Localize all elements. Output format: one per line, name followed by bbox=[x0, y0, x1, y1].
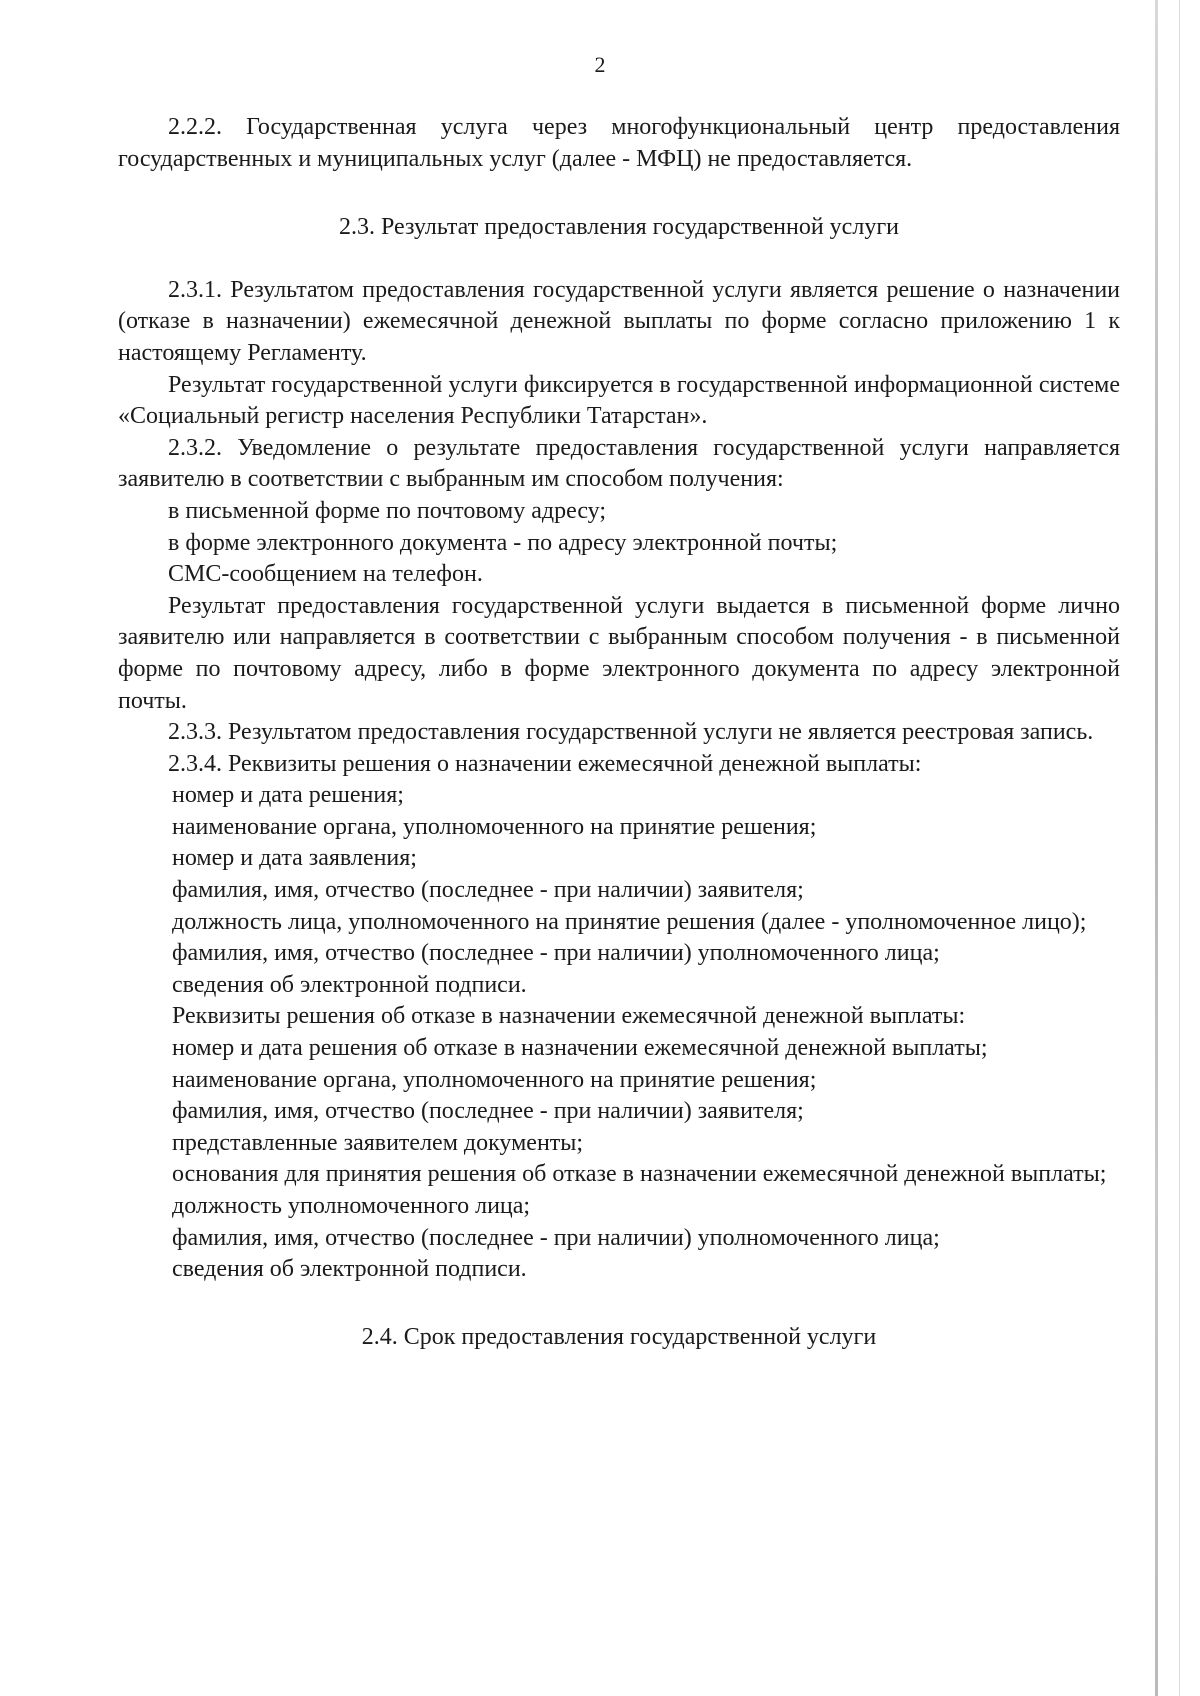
notify-item: в письменной форме по почтовому адресу; bbox=[168, 497, 607, 524]
refusal-item: основания для принятия решения об отказе в назначении ежемесячной денежной выплаты; bbox=[172, 1161, 1107, 1188]
paragraph-2-2-2: 2.2.2. Государственная услуга через многофункциональный центр предоставления государственных и муниципальных услуг (далее - МФЦ) не предоставляется. bbox=[118, 114, 1120, 172]
notify-item: СМС-сообщением на телефон. bbox=[168, 561, 483, 588]
refusal-item: наименование органа, уполномоченного на принятие решения; bbox=[172, 1066, 817, 1093]
scan-edge-shadow bbox=[1155, 0, 1158, 1696]
paragraph-2-3-2: 2.3.2. Уведомление о результате предоставления государственной услуги направляется заявителю в соответствии с выбранным им способом получения: bbox=[118, 434, 1120, 493]
refusal-item: сведения об электронной подписи. bbox=[172, 1256, 527, 1283]
refusal-item: представленные заявителем документы; bbox=[172, 1129, 584, 1156]
decision-item: фамилия, имя, отчество (последнее - при наличии) уполномоченного лица; bbox=[172, 940, 940, 967]
document-body bbox=[118, 112, 1120, 1353]
scan-edge-line bbox=[1179, 0, 1180, 1696]
decision-item: номер и дата решения; bbox=[172, 782, 404, 809]
refusal-item: должность уполномоченного лица; bbox=[172, 1193, 531, 1219]
decision-item: фамилия, имя, отчество (последнее - при наличии) заявителя; bbox=[172, 877, 804, 904]
paragraph-result-fixed: Результат государственной услуги фиксируется в государственной информационной системе «Социальный регистр населения Республики Татарстан». bbox=[118, 371, 1120, 430]
notify-item: в форме электронного документа - по адресу электронной почты; bbox=[168, 529, 838, 556]
paragraph-2-3-1: 2.3.1. Результатом предоставления государственной услуги является решение о назначении (отказе в назначении) ежемесячной денежной выплаты по форме согласно приложению 1 к настоящему Регламенту. bbox=[118, 276, 1120, 366]
heading-2-3: 2.3. Результат предоставления государственной услуги bbox=[338, 214, 899, 241]
page-number: 2 bbox=[594, 52, 606, 77]
refusal-item: номер и дата решения об отказе в назначении ежемесячной денежной выплаты; bbox=[172, 1035, 988, 1062]
refusal-item: фамилия, имя, отчество (последнее - при наличии) уполномоченного лица; bbox=[172, 1224, 940, 1251]
refusal-item: фамилия, имя, отчество (последнее - при наличии) заявителя; bbox=[172, 1098, 804, 1125]
decision-item: сведения об электронной подписи. bbox=[172, 971, 527, 998]
heading-2-4: 2.4. Срок предоставления государственной услуги bbox=[361, 1323, 877, 1350]
paragraph-2-3-3: 2.3.3. Результатом предоставления государственной услуги не является реестровая запись. bbox=[168, 719, 1094, 746]
decision-item: должность лица, уполномоченного на принятие решения (далее - уполномоченное лицо); bbox=[172, 908, 1087, 935]
decision-item: наименование органа, уполномоченного на принятие решения; bbox=[172, 813, 817, 840]
paragraph-refusal: Реквизиты решения об отказе в назначении ежемесячной денежной выплаты: bbox=[172, 1003, 966, 1030]
paragraph-2-3-4: 2.3.4. Реквизиты решения о назначении ежемесячной денежной выплаты: bbox=[168, 750, 922, 777]
paragraph-result-issued: Результат предоставления государственной услуги выдается в письменной форме лично заявителю или направляется в соответствии с выбранным способом получения - в письменной форме по почтовому адресу, либо в форме электронного документа по адресу электронной почты. bbox=[118, 592, 1120, 714]
decision-item: номер и дата заявления; bbox=[172, 845, 417, 872]
